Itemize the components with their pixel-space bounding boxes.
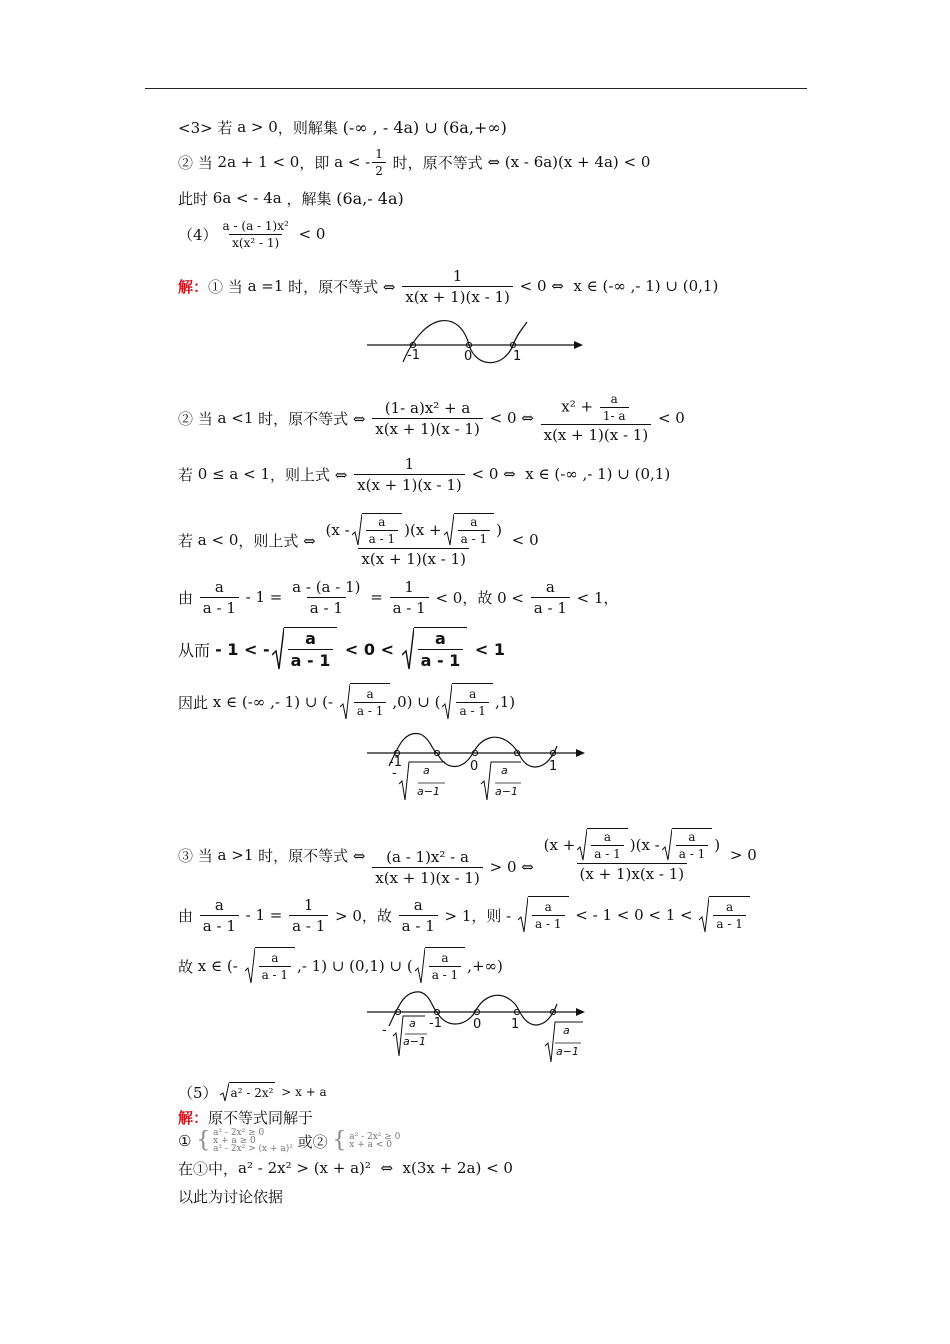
fraction: a - (a - 1)x² x(x² - 1) xyxy=(222,218,289,250)
line-problem4 xyxy=(178,214,325,254)
root-num: a xyxy=(423,764,430,777)
number-line-3 xyxy=(365,990,590,1062)
line-then xyxy=(178,178,404,218)
solution-label: 解： xyxy=(178,277,209,296)
fraction: $\frac{1}{a - 1}$ xyxy=(289,896,328,935)
text: 由 xyxy=(178,588,198,607)
text: 若 xyxy=(178,531,198,550)
math: ,- 1) ∪ (0,1) ∪ ( xyxy=(297,957,413,975)
tick-label: -1 xyxy=(407,348,420,363)
math: < 0 xyxy=(293,225,326,243)
header-rule xyxy=(145,88,807,89)
text: 以此为讨论依据 xyxy=(178,1187,284,1206)
system-1: { a² - 2x² ≥ 0 x + a ≥ 0 a² - 2x² > (x + a)² xyxy=(196,1128,293,1154)
tick-label: 0 xyxy=(464,349,473,364)
root-num: a xyxy=(409,1017,416,1030)
text: ，解集 xyxy=(281,189,337,208)
math: a <1 xyxy=(217,409,254,427)
text: 或② xyxy=(292,1132,333,1151)
fraction: a a - 1 xyxy=(399,896,438,935)
text: ，则上式 ⇔ xyxy=(270,465,353,484)
text: ，则上式 ⇔ xyxy=(238,531,321,550)
problem-label: （4） xyxy=(178,225,218,244)
root-den: a−1 xyxy=(403,1035,426,1048)
tick-label: 0 xyxy=(470,759,479,774)
fraction: x² + $\frac{a}{1- a}$ x(x + 1)(x - 1) xyxy=(541,392,652,444)
math: a =1 xyxy=(247,277,284,295)
text: ① xyxy=(178,1132,197,1150)
text: 故 xyxy=(178,957,198,976)
math: > x + a xyxy=(277,1085,327,1099)
math: ,1) xyxy=(494,693,516,711)
tick-label: 0 xyxy=(473,1017,482,1032)
fraction: (x - a a - 1 )(x + a a - 1 ) x(x + 1)(x - 1) xyxy=(325,514,502,568)
line-derive xyxy=(178,577,619,617)
math: < 1， xyxy=(571,588,619,607)
neg-sign: - xyxy=(382,1023,387,1038)
text: ③ 当 xyxy=(178,846,218,865)
fraction: 1 x(x + 1)(x - 1) xyxy=(402,267,513,306)
system-2: { a² - 2x² ≥ 0 x + a < 0 xyxy=(332,1128,401,1153)
fraction: $\frac{a - (a - 1)}{a - 1}$ xyxy=(292,577,361,617)
math: 6a < - 4a xyxy=(212,189,282,207)
math: < 0 xyxy=(653,409,685,427)
math: > 0，故 xyxy=(330,906,397,925)
text: 因此 xyxy=(178,693,213,712)
fraction: $\frac{1}{a - 1}$ xyxy=(390,578,429,617)
line-therefore: 因此 x ∈ (-∞ ,- 1) ∪ (- a a - 1 ,0) ∪ ( a a - 1 ,1) xyxy=(178,680,515,724)
neg-sign: - xyxy=(392,766,397,781)
tick-label: 1 xyxy=(513,349,522,364)
tick-label: -1 xyxy=(389,755,402,770)
root-den: a−1 xyxy=(556,1045,579,1058)
root-num: a xyxy=(501,764,508,777)
math: a > 0 xyxy=(237,118,278,136)
number-line-1 xyxy=(365,312,585,368)
text: ，则解集 xyxy=(277,118,343,137)
math: < 0 ⇔ xyxy=(484,409,539,427)
fraction: 1 x(x + 1)(x - 1) xyxy=(354,455,465,494)
math: a < - xyxy=(334,153,371,171)
text: 原不等式同解于 xyxy=(208,1108,314,1127)
root-num: a xyxy=(563,1024,570,1037)
root-den: a−1 xyxy=(417,785,440,798)
line-solution-case1 xyxy=(178,266,718,306)
math: 0 ≤ a < 1 xyxy=(197,465,271,483)
math: ⇔ (x - 6a)(x + 4a) < 0 xyxy=(487,153,651,171)
math: < 1 xyxy=(469,639,505,659)
fraction: (x + a a - 1 )(x - a a - 1 ) (x + 1)x(x - 1) xyxy=(543,829,721,883)
line-case2-a-lt-1 xyxy=(178,390,685,446)
line-case3 xyxy=(178,107,507,147)
text: ，即 xyxy=(299,153,335,172)
text: <3> 若 xyxy=(178,118,238,137)
text: 若 xyxy=(178,465,198,484)
math: 2a + 1 < 0 xyxy=(217,153,300,171)
text: 在①中， xyxy=(178,1159,239,1178)
fraction: (a - 1)x² - a x(x + 1)(x - 1) xyxy=(372,848,483,887)
line-case2-when xyxy=(178,142,650,182)
math: - 1 = xyxy=(240,588,288,606)
problem-label: （5） xyxy=(178,1083,218,1102)
math: < - 1 < 0 < 1 < xyxy=(570,906,698,924)
root-den: a−1 xyxy=(495,785,518,798)
fraction: a a - 1 xyxy=(531,578,570,617)
line-if-0-le-a xyxy=(178,454,670,494)
tick-label: 1 xyxy=(511,1017,520,1032)
text: 时，原不等式 xyxy=(387,153,488,172)
math: < 0，故 0 < xyxy=(430,588,529,607)
tick-label: -1 xyxy=(429,1016,442,1031)
math: > 1，则 - xyxy=(439,906,517,925)
solution-label: 解： xyxy=(178,1108,209,1127)
text: 从而 xyxy=(178,640,216,660)
math: ,+∞) xyxy=(467,957,503,975)
math: ,0) ∪ ( xyxy=(392,693,441,711)
math: (6a,- 4a) xyxy=(336,188,404,208)
tick-label: 1 xyxy=(549,759,558,774)
math: = xyxy=(365,588,388,606)
line-case3-a-gt-1 xyxy=(178,820,757,890)
text: 时，原不等式 ⇔ xyxy=(253,409,371,428)
math: a >1 xyxy=(217,846,254,864)
fraction: 1 2 xyxy=(372,147,386,178)
number-line-1-svg xyxy=(365,312,585,368)
line-basis xyxy=(178,1176,283,1216)
math: - 1 = xyxy=(240,906,288,924)
text: ② 当 xyxy=(178,409,218,428)
line-derive-2: 由 a a - 1 - 1 = $\frac{1}{a - 1}$ > 0，故 a a - 1 > 1，则 - a a - 1 < - 1 < 0 < 1 < a a - 1 xyxy=(178,893,752,937)
text: 时，原不等式 ⇔ xyxy=(253,846,371,865)
number-line-2 xyxy=(365,732,590,804)
math: < 0 xyxy=(506,531,539,549)
fraction: (1- a)x² + a x(x + 1)(x - 1) xyxy=(372,399,483,438)
math: - 1 < - xyxy=(215,639,270,659)
math: > 0 xyxy=(725,846,757,864)
line-thus: 从而 - 1 < - a a - 1 < 0 < a a - 1 < 1 xyxy=(178,629,505,670)
math: (-∞ , - 4a) ∪ (6a,+∞) xyxy=(342,117,507,137)
text: 由 xyxy=(178,906,198,925)
line-hence: 故 x ∈ (- a a - 1 ,- 1) ∪ (0,1) ∪ ( a a - 1 ,+∞) xyxy=(178,944,503,988)
math: < 0 ⇔ x ∈ (-∞ ,- 1) ∪ (0,1) xyxy=(466,465,671,483)
fraction: a a - 1 xyxy=(200,896,239,935)
math: a < 0 xyxy=(197,531,239,549)
math: < 0 < xyxy=(339,639,400,659)
line-if-a-lt-0 xyxy=(178,510,539,570)
math: > 0 ⇔ xyxy=(484,858,539,876)
math: x ∈ (- xyxy=(197,957,243,975)
text: 此时 xyxy=(178,189,213,208)
text: ① 当 xyxy=(208,277,248,296)
fraction: a a - 1 xyxy=(200,578,239,617)
text: 时，原不等式 ⇔ xyxy=(283,277,401,296)
sqrt: a² - 2x² xyxy=(220,1082,276,1102)
text: ② 当 xyxy=(178,153,218,172)
math: < 0 ⇔ x ∈ (-∞ ,- 1) ∪ (0,1) xyxy=(514,277,719,295)
math: x ∈ (-∞ ,- 1) ∪ (- xyxy=(212,693,338,711)
math: a² - 2x² > (x + a)² ⇔ x(3x + 2a) < 0 xyxy=(238,1159,513,1177)
